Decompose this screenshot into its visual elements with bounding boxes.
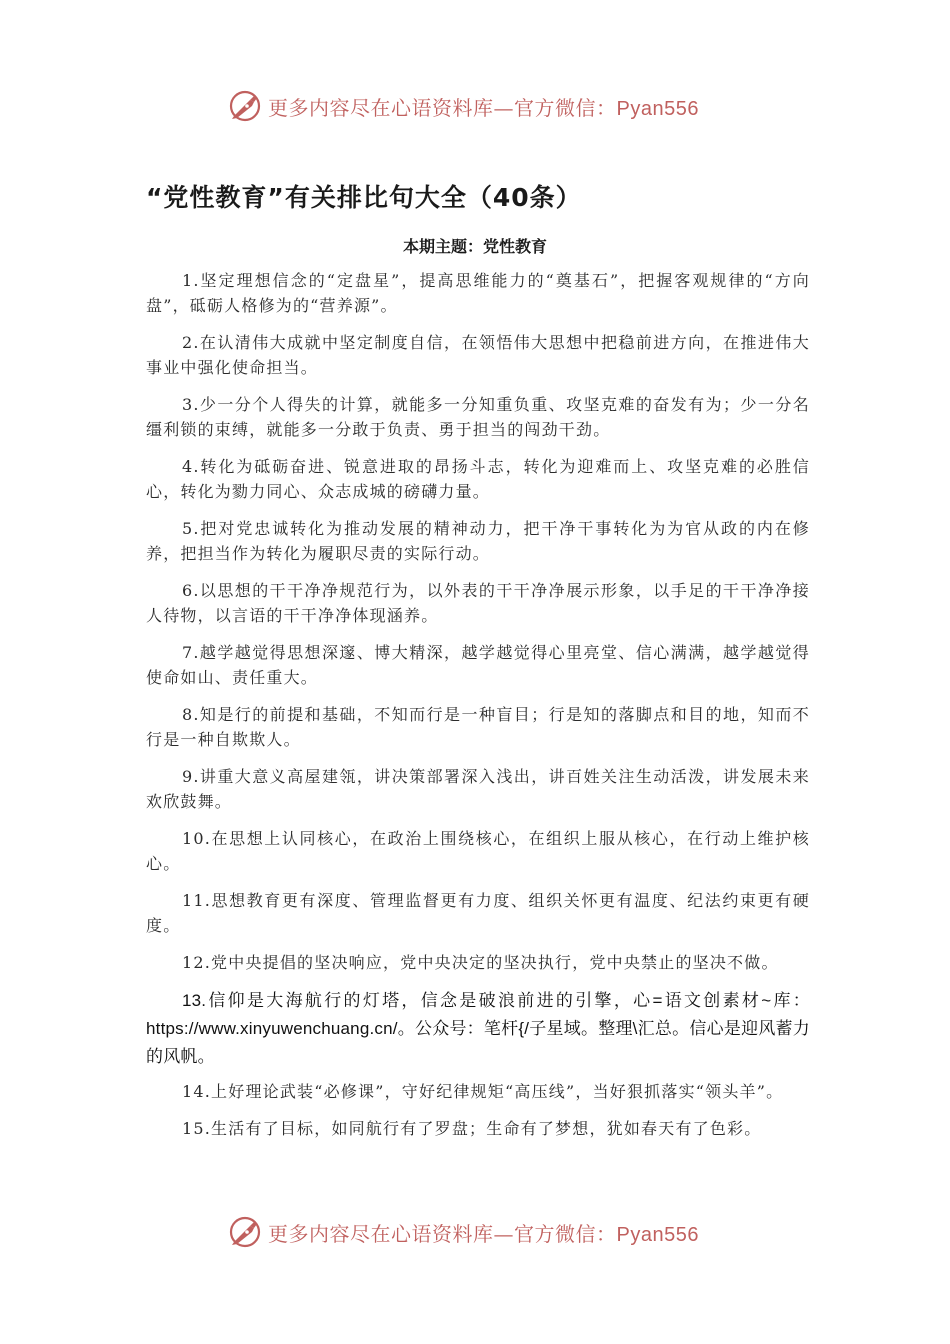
list-item: 14.上好理论武装“必修课”，守好纪律规矩“高压线”，当好狠抓落实“领头羊”。 [182,1082,784,1101]
list-item: 15.生活有了目标，如同航行有了罗盘；生命有了梦想，犹如春天有了色彩。 [182,1119,762,1138]
page-title: “党性教育”有关排比句大全（40条） [146,183,582,212]
pen-nib-logo-icon [228,89,262,123]
list-item: 13.信仰是大海航行的灯塔，信念是破浪前进的引擎，心=语文创素材~库：https://www.xinyuwenchuang.cn/。公众号：笔杆{/子星域。整理\汇总。信心是迎风蓄力的风帆。 [146,991,810,1066]
list-item: 5.把对党忠诚转化为推动发展的精神动力，把干净干事转化为为官从政的内在修养，把担当作为转化为履职尽责的实际行动。 [146,519,810,563]
list-item: 8.知是行的前提和基础，不知而行是一种盲目；行是知的落脚点和目的地，知而不行是一种自欺欺人。 [146,705,810,749]
list-item: 1.坚定理想信念的“定盘星”，提高思维能力的“奠基石”，把握客观规律的“方向盘”，砥砺人格修为的“营养源”。 [146,271,810,315]
page-subtitle: 本期主题：党性教育 [402,237,547,256]
list-item: 10.在思想上认同核心，在政治上围绕核心，在组织上服从核心，在行动上维护核心。 [146,829,810,873]
footer-banner[interactable] [228,1212,748,1252]
list-item: 11.思想教育更有深度、管理监督更有力度、组织关怀更有温度、纪法约束更有硬度。 [146,891,810,935]
sentence-list [146,268,810,1153]
list-item: 2.在认清伟大成就中坚定制度自信，在领悟伟大思想中把稳前进方向，在推进伟大事业中强化使命担当。 [146,333,810,377]
pen-nib-logo-icon [228,1215,262,1249]
list-item: 7.越学越觉得思想深邃、博大精深，越学越觉得心里亮堂、信心满满，越学越觉得使命如山、责任重大。 [146,643,810,687]
list-item: 6.以思想的干干净净规范行为，以外表的干干净净展示形象，以手足的干干净净接人待物，以言语的干干净净体现涵养。 [146,581,810,625]
banner-text: 更多内容尽在心语资料库—官方微信：Pyan556 [268,95,699,120]
header-banner[interactable] [228,86,748,126]
list-item: 12.党中央提倡的坚决响应，党中央决定的坚决执行，党中央禁止的坚决不做。 [182,953,779,972]
list-item: 9.讲重大意义高屋建瓴，讲决策部署深入浅出，讲百姓关注生动活泼，讲发展未来欢欣鼓舞。 [146,767,810,811]
list-item: 3.少一分个人得失的计算，就能多一分知重负重、攻坚克难的奋发有为；少一分名缰利锁的束缚，就能多一分敢于负责、勇于担当的闯劲干劲。 [146,395,810,439]
banner-text: 更多内容尽在心语资料库—官方微信：Pyan556 [268,1221,699,1246]
list-item: 4.转化为砥砺奋进、锐意进取的昂扬斗志，转化为迎难而上、攻坚克难的必胜信心，转化为勠力同心、众志成城的磅礴力量。 [146,457,810,501]
